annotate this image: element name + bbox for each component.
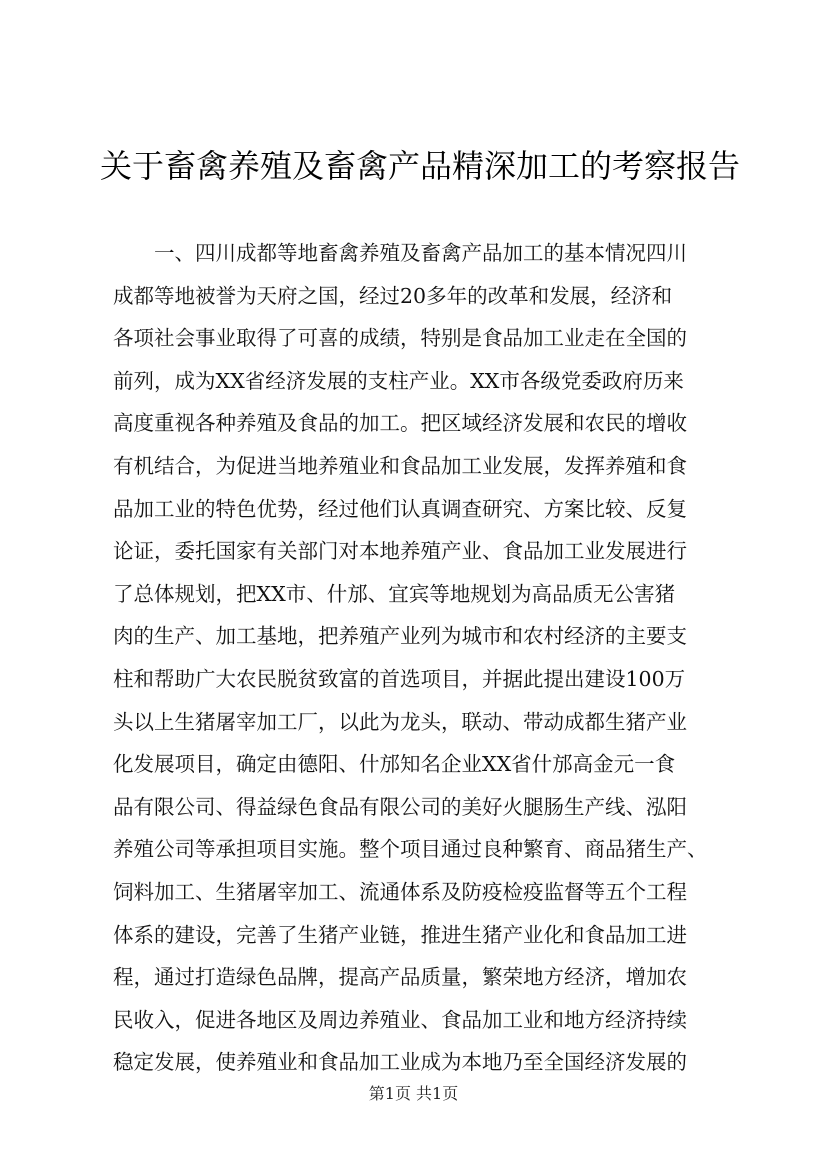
body-line: 民收入，促进各地区及周边养殖业、食品加工业和地方经济持续 [113, 1007, 687, 1032]
document-title: 关于畜禽养殖及畜禽产品精深加工的考察报告 [100, 147, 741, 185]
body-line: 成都等地被誉为天府之国，经过20多年的改革和发展，经济和 [113, 283, 673, 308]
body-line: 养殖公司等承担项目实施。整个项目通过良种繁育、商品猪生产、 [113, 837, 708, 862]
body-line: 论证，委托国家有关部门对本地养殖产业、食品加工业发展进行 [113, 539, 687, 564]
body-line: 前列，成为XX省经济发展的支柱产业。XX市各级党委政府历来 [113, 368, 684, 393]
document-body [113, 232, 725, 1084]
body-line: 肉的生产、加工基地，把养殖产业列为城市和农村经济的主要支 [113, 624, 687, 649]
body-line: 体系的建设，完善了生猪产业链，推进生猪产业化和食品加工进 [113, 922, 687, 947]
body-line: 一、四川成都等地畜禽养殖及畜禽产品加工的基本情况四川 [154, 241, 687, 265]
body-line: 柱和帮助广大农民脱贫致富的首选项目，并据此提出建设100万 [113, 666, 686, 691]
body-line: 了总体规划，把XX市、什邡、宜宾等地规划为高品质无公害猪 [113, 581, 676, 606]
body-line: 稳定发展，使养殖业和食品加工业成为本地乃至全国经济发展的 [113, 1050, 687, 1075]
body-line: 程，通过打造绿色品牌，提高产品质量，繁荣地方经济，增加农 [113, 965, 687, 990]
body-line: 品加工业的特色优势，经过他们认真调查研究、方案比较、反复 [113, 496, 687, 521]
page-number: 第1页 共1页 [368, 1084, 459, 1103]
body-line: 有机结合，为促进当地养殖业和食品加工业发展，发挥养殖和食 [113, 453, 687, 478]
body-line: 头以上生猪屠宰加工厂，以此为龙头，联动、带动成都生猪产业 [113, 709, 687, 734]
body-line: 饲料加工、生猪屠宰加工、流通体系及防疫检疫监督等五个工程 [113, 879, 687, 904]
body-line: 各项社会事业取得了可喜的成绩，特别是食品加工业走在全国的 [113, 326, 687, 351]
body-line: 高度重视各种养殖及食品的加工。把区域经济发展和农民的增收 [113, 411, 687, 436]
body-line: 化发展项目，确定由德阳、什邡知名企业XX省什邡高金元一食 [113, 752, 676, 777]
body-line: 品有限公司、得益绿色食品有限公司的美好火腿肠生产线、泓阳 [113, 794, 687, 819]
